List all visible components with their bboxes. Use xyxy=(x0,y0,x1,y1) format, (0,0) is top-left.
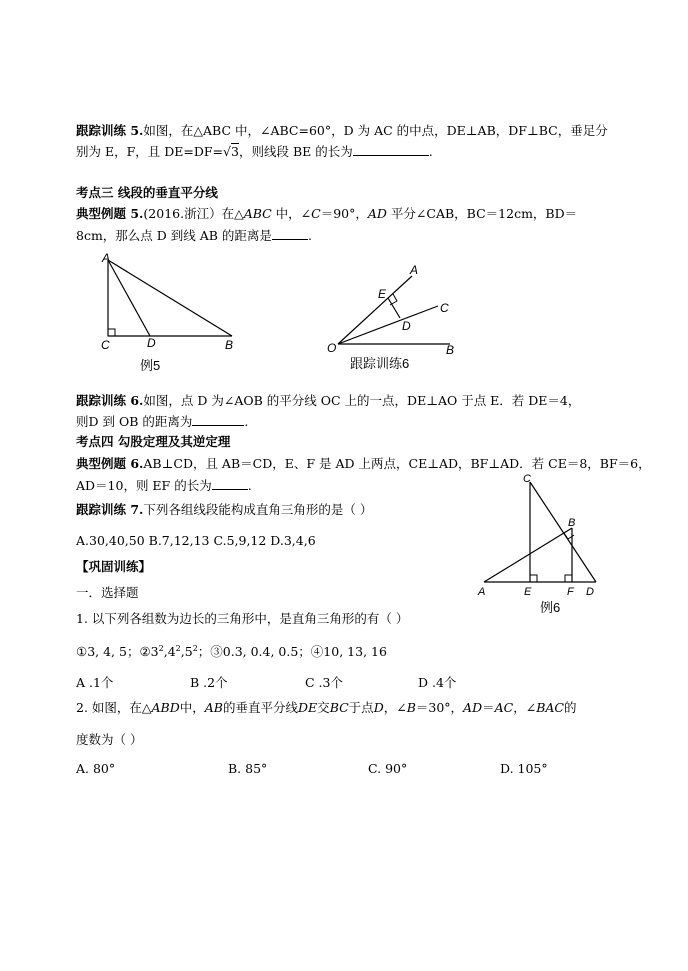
q2-ad: AD xyxy=(463,700,483,715)
typical-6-text2: AD＝10，则 EF 的长为 xyxy=(76,478,212,493)
exercise-7-options: A.30,40,50 B.7,12,13 C.5,9,12 D.3,4,6 xyxy=(76,533,316,548)
exercise-6-end: . xyxy=(244,414,249,429)
typical-5-line2 xyxy=(76,226,312,244)
exercise-7-text: 下列各组线段能构成直角三角形的是（ ） xyxy=(143,502,373,517)
figure-caption: 跟踪训练6 xyxy=(350,356,410,371)
question-1-options: ①3, 4, 5；$②3^2,4^2,5^2$；③0.3, 0.4, 0.5；④10, 13, 16 xyxy=(76,643,387,659)
consolidate-heading: 【巩固训练】 xyxy=(76,559,152,574)
q2-t6: ，∠ xyxy=(383,700,407,715)
exercise-6-text2: 则D 到 OB 的距离为 xyxy=(76,414,193,429)
answer-blank xyxy=(353,143,429,156)
label-B: B xyxy=(446,343,455,357)
q1-exp: 2 xyxy=(158,643,164,653)
figure-caption: 例5 xyxy=(140,358,161,373)
label-E: E xyxy=(378,287,387,301)
q2-choice-d: D. 105° xyxy=(500,761,548,776)
q2-choice-c: C. 90° xyxy=(368,761,408,776)
exercise-7-label: 跟踪训练 7. xyxy=(76,502,144,517)
q2-t10: 的 xyxy=(563,700,577,715)
typical-5-line1 xyxy=(76,204,577,222)
typical-5-text2: 中，∠ xyxy=(271,206,312,221)
answer-blank xyxy=(192,413,244,426)
exercise-6-line1 xyxy=(76,391,580,409)
typical-5-abc: ABC xyxy=(243,206,272,221)
q2-t2: 中， xyxy=(179,700,205,715)
typical-5-label: 典型例题 5. xyxy=(76,206,144,221)
figure-example-6 xyxy=(472,468,607,618)
q2-abd: ABD xyxy=(151,700,180,715)
label-O: O xyxy=(327,341,337,355)
exercise-5-text: 如图，在△ABC 中，∠ABC=60°，D 为 AC 的中点，DE⊥AB，DF⊥BC，垂足分 xyxy=(143,123,608,138)
typical-5-text5: 8cm，那么点 D 到线 AB 的距离是 xyxy=(76,228,272,243)
label-C: C xyxy=(440,301,449,315)
label-B: B xyxy=(568,517,576,529)
label-D: D xyxy=(402,319,411,333)
q1-choice-c: C .3个 xyxy=(305,675,343,690)
q1-base-4: 4 xyxy=(167,644,176,659)
typical-5-text: (2016.浙江）在△ xyxy=(143,206,244,221)
exercise-5-label: 跟踪训练 5. xyxy=(76,123,144,138)
exercise-5-end: . xyxy=(428,144,433,159)
q1-exp: 2 xyxy=(192,643,198,653)
q1-opt1: ①3, 4, 5；② xyxy=(76,644,151,659)
question-1-text: 1. 以下列各组数为边长的三角形中，是直角三角形的有（ ） xyxy=(76,611,409,626)
section-title-kd4: 考点四 勾股定理及其逆定理 xyxy=(76,434,231,449)
exercise-5-line1 xyxy=(76,121,608,139)
q1-choice-a: A .1个 xyxy=(76,675,114,690)
q2-t7: ＝30°， xyxy=(415,700,464,715)
label-D: D xyxy=(586,586,594,598)
exercise-6-line2 xyxy=(76,412,248,430)
q2-d: D xyxy=(373,700,384,715)
q2-t4: 交 xyxy=(317,700,330,715)
q2-t8: ＝ xyxy=(482,700,495,715)
exercise-6-label: 跟踪训练 6. xyxy=(76,393,144,408)
answer-blank xyxy=(272,227,308,240)
q1-base-3: 3 xyxy=(150,644,159,659)
section-choice: 一．选择题 xyxy=(76,585,139,600)
q2-t1: 2. 如图，在△ xyxy=(76,700,152,715)
exercise-6-text: 如图，点 D 为∠AOB 的平分线 OC 上的一点，DE⊥AO 于点 E．若 DE＝4， xyxy=(143,393,581,408)
q2-bac: BAC xyxy=(536,700,564,715)
q2-choice-b: B. 85° xyxy=(228,761,268,776)
sqrt-value: 3 xyxy=(231,144,239,159)
typical-6-line2 xyxy=(76,476,252,494)
figure-caption: 例6 xyxy=(540,600,561,615)
typical-6-label: 典型例题 6. xyxy=(76,456,144,471)
q2-t9: ，∠ xyxy=(513,700,537,715)
label-B: B xyxy=(225,338,234,352)
figure-example-5 xyxy=(90,250,250,375)
exercise-5-text2: 别为 E，F，且 DE=DF= xyxy=(76,144,224,159)
q2-t3: 的垂直平分线 xyxy=(223,700,299,715)
label-A: A xyxy=(102,251,111,265)
typical-6-end: . xyxy=(247,478,252,493)
q2-b: B xyxy=(406,700,416,715)
label-C: C xyxy=(523,473,531,485)
question-2-line1 xyxy=(76,698,577,716)
typical-5-text3: ＝90°， xyxy=(320,206,368,221)
label-A: A xyxy=(478,586,486,598)
exercise-5-line2 xyxy=(76,142,433,160)
q1-exp: 2 xyxy=(175,643,181,653)
q2-ac: AC xyxy=(494,700,514,715)
label-A: A xyxy=(410,263,419,277)
q1-base-5: 5 xyxy=(184,644,193,659)
typical-6-text: AB⊥CD，且 AB＝CD，E、F 是 AD 上两点，CE⊥AD，BF⊥AD．若 CE＝8，BF＝6， xyxy=(143,456,651,471)
sqrt-sign: √ xyxy=(223,144,232,159)
q1-choice-d: D .4个 xyxy=(418,675,457,690)
exercise-5-text3: ，则线段 BE 的长为 xyxy=(238,144,353,159)
question-2-line2: 度数为（ ） xyxy=(76,732,143,747)
typical-5-c: C xyxy=(311,206,321,221)
typical-5-end: . xyxy=(307,228,312,243)
q2-t5: 于点 xyxy=(348,700,374,715)
exercise-7-line xyxy=(76,500,372,518)
q1-choice-b: B .2个 xyxy=(190,675,228,690)
q2-ab: AB xyxy=(204,700,223,715)
typical-5-ad: AD xyxy=(367,206,387,221)
label-C: C xyxy=(101,338,110,352)
figure-exercise-6 xyxy=(320,260,470,372)
label-E: E xyxy=(524,586,532,598)
section-title-kd3: 考点三 线段的垂直平分线 xyxy=(76,185,218,200)
q2-de: DE xyxy=(298,700,318,715)
typical-5-text4: 平分∠CAB，BC＝12cm，BD＝ xyxy=(386,206,578,221)
q2-bc: BC xyxy=(329,700,349,715)
label-D: D xyxy=(147,336,156,350)
q2-choice-a: A. 80° xyxy=(76,761,116,776)
answer-blank xyxy=(212,477,248,490)
q1-opt3: ；③0.3, 0.4, 0.5；④10, 13, 16 xyxy=(197,644,387,659)
label-F: F xyxy=(567,586,574,598)
